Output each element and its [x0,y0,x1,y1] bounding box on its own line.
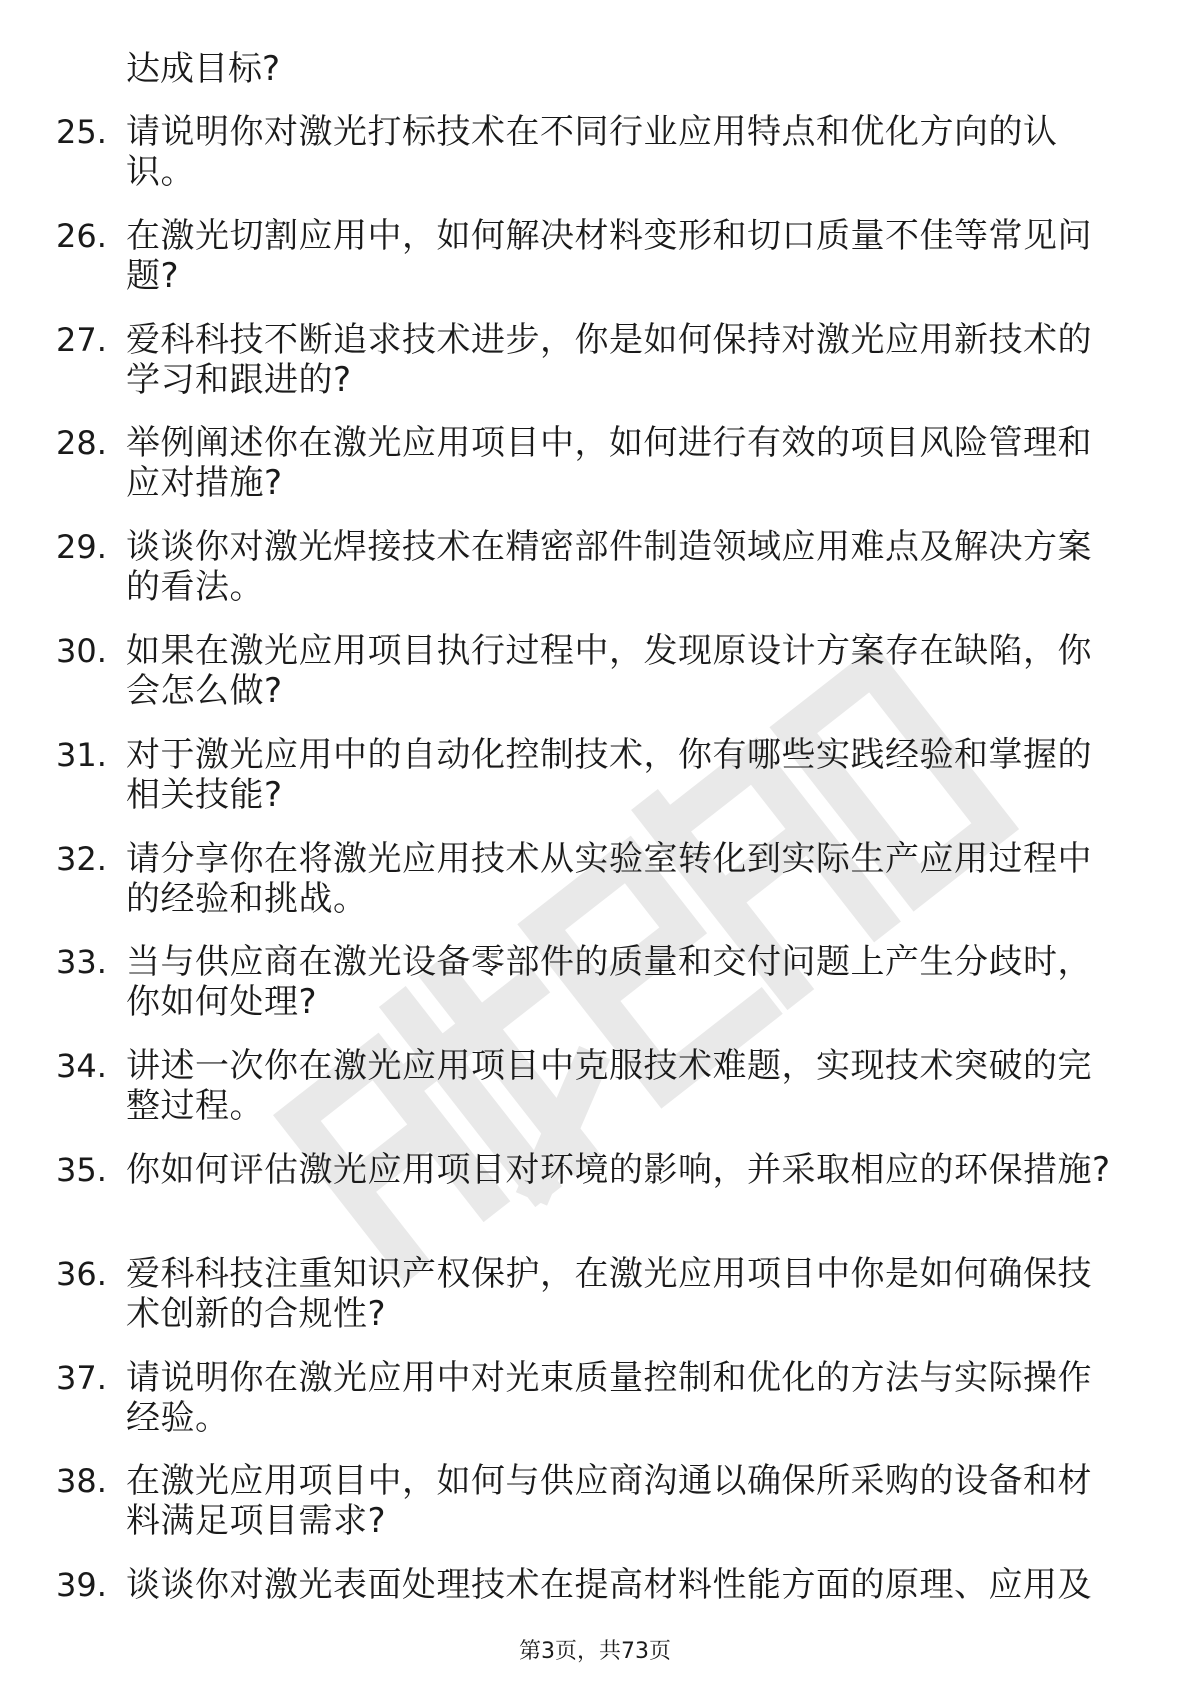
question-text: 请说明你对激光打标技术在不同行业应用特点和优化方向的认识。 [126,112,1058,192]
question-number: 25. [56,113,107,151]
question-text: 在激光切割应用中，如何解决材料变形和切口质量不佳等常见问题? [126,215,1092,296]
question-item [0,631,1190,735]
question-item [0,942,1190,1046]
question-item [0,1358,1190,1462]
question-text: 对于激光应用中的自动化控制技术，你有哪些实践经验和掌握的相关技能? [126,734,1092,815]
question-number: 37. [56,1358,107,1397]
question-text: 爱科科技注重知识产权保护，在激光应用项目中你是如何确保技术创新的合规性? [126,1253,1092,1334]
question-text: 请说明你在激光应用中对光束质量控制和优化的方法与实际操作经验。 [126,1357,1092,1438]
question-number: 26. [56,216,107,255]
question-item [0,423,1190,527]
question-number: 36. [56,1254,107,1293]
question-item [0,320,1190,424]
question-text: 举例阐述你在激光应用项目中，如何进行有效的项目风险管理和应对措施? [126,423,1092,504]
page-number-footer: 第3页，共73页 [519,1639,671,1664]
question-item [0,527,1190,631]
question-item [0,1046,1190,1150]
question-item [0,1461,1190,1565]
question-number: 28. [56,424,107,463]
continued-question-text: 达成目标? [126,49,281,89]
question-text: 请分享你在将激光应用技术从实验室转化到实际生产应用过程中的经验和挑战。 [126,838,1092,919]
question-text: 在激光应用项目中，如何与供应商沟通以确保所采购的设备和材料满足项目需求? [126,1461,1092,1542]
question-text: 如果在激光应用项目执行过程中，发现原设计方案存在缺陷，你会怎么做? [126,630,1092,711]
question-item [0,735,1190,839]
question-number: 33. [56,943,107,982]
question-number: 27. [56,320,107,359]
question-item [0,112,1190,216]
question-number: 30. [56,631,107,670]
question-item [0,839,1190,943]
question-number: 31. [56,735,107,774]
question-number: 39. [56,1566,107,1605]
question-number: 38. [56,1462,107,1501]
question-text: 你如何评估激光应用项目对环境的影响，并采取相应的环保措施? [126,1149,1111,1190]
question-number: 32. [56,839,107,878]
question-text: 谈谈你对激光焊接技术在精密部件制造领域应用难点及解决方案的看法。 [126,527,1092,608]
question-text: 当与供应商在激光设备零部件的质量和交付问题上产生分歧时，你如何处理? [126,942,1092,1023]
question-item [0,1150,1190,1254]
question-text: 谈谈你对激光表面处理技术在提高材料性能方面的原理、应用及 [126,1565,1092,1606]
question-text: 爱科科技不断追求技术进步，你是如何保持对激光应用新技术的学习和跟进的? [126,319,1092,400]
question-number: 34. [56,1047,107,1086]
question-item [0,1254,1190,1358]
question-number: 29. [56,528,107,567]
question-text: 讲述一次你在激光应用项目中克服技术难题，实现技术突破的完整过程。 [126,1046,1092,1127]
question-list [0,112,1190,1669]
question-number: 35. [56,1150,107,1189]
question-item [0,216,1190,320]
